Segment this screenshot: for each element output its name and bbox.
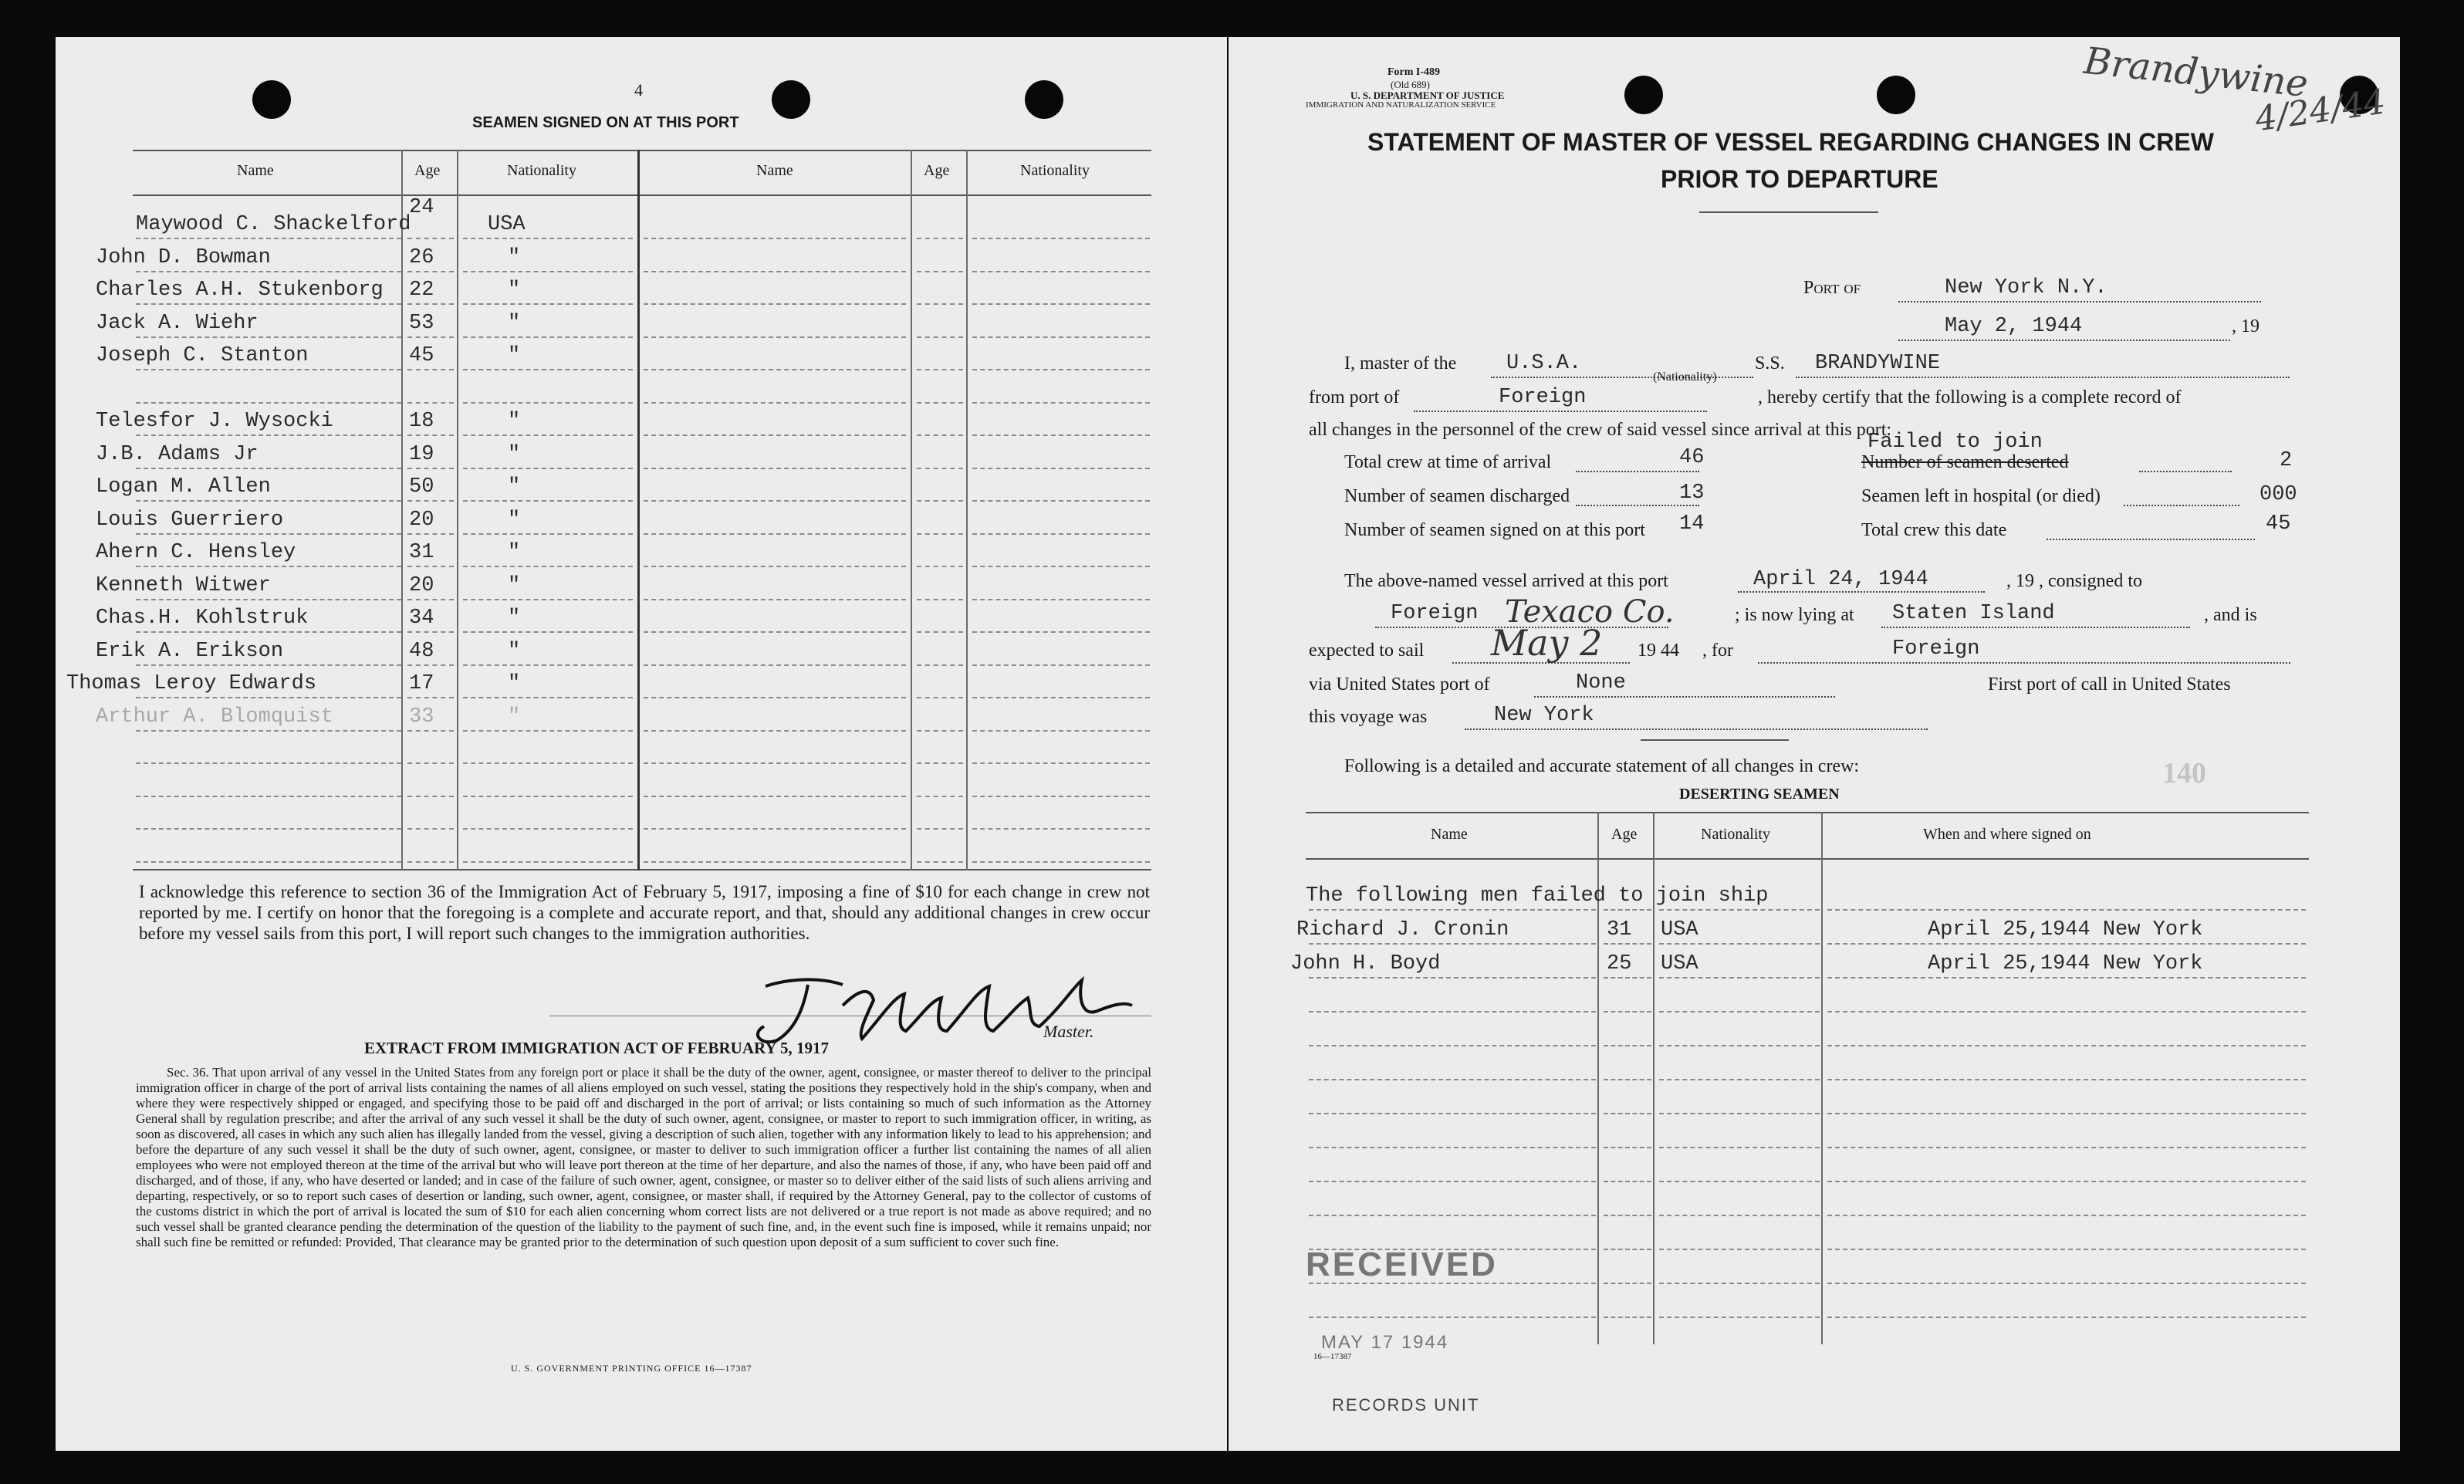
extract-text: Sec. 36. That upon arrival of any vessel in the United States from any foreign port or place it shall be the duty of the owner, agent, consignee, or master thereof to deliver to the principal immigration officer in charge of the port of arrival lists containing the names of all aliens employed on such vessel, stating the positions they respectively hold in the ship's company, when and where they were respectively shipped or engaged, and specifying those to be paid off and discharged in the port of arrival; or lists containing so much of such information as the Attorney General shall by regulation prescribe; and after the arrival of any such vessel it shall be the duty of such owner, agent, consignee, or master to report to such immigration officer, in writing, as soon as discovered, all cases in which any such alien has illegally landed from the vessel, giving a description of such alien, together with any information likely to lead to his apprehension; and before the departure of any such vessel it shall be the duty of such owner, agent, consignee, or master to deliver to such immigration officer a further list containing the names of all alien employees who were not employed thereon at the time of the arrival but who will leave port thereon at the time of her departure, and also the names of those, if any, who have been paid off and discharged, and of those, if any, who have deserted or landed; and in case of the failure of such owner, agent, consignee, or master so to deliver either of the said lists of such aliens arriving and departing, respectively, or so to report such cases of desertion or landing, such owner, agent, consignee, or master shall, if required by the Attorney General, pay to the collector of customs of the customs district in which the port of arrival is located the sum of $10 for each alien concerning whom correct lists are not delivered or a true report is not made as above required; and no such vessel shall be granted clearance pending the determination of the question of the liability to the payment of such fine, and, in the event such fine is imposed, while it remains unpaid; nor shall such fine be remitted or refunded: Provided, That clearance may be granted prior to the determination of such question upon deposit of a sum sufficient to cover such fine. — [136, 1065, 1151, 1249]
seaman-name: Telesfor J. Wysocki — [96, 410, 333, 433]
via-value: None — [1576, 671, 1626, 695]
records-unit: RECORDS UNIT — [1332, 1395, 1480, 1415]
seaman-name: Kenneth Witwer — [96, 573, 271, 597]
seaman-nationality: " — [508, 279, 521, 302]
for-label: , for — [1702, 641, 1733, 661]
seaman-age: 34 — [409, 607, 434, 630]
des-col-age: Age — [1611, 826, 1638, 843]
seaman-nationality: " — [508, 508, 521, 532]
master-label: Master. — [1043, 1022, 1094, 1041]
seaman-nationality: " — [508, 442, 521, 466]
faint-mark: 140 — [2162, 757, 2206, 789]
seaman-nationality: " — [508, 672, 521, 695]
col-header-age: Age — [414, 162, 441, 179]
form-title-line1: STATEMENT OF MASTER OF VESSEL REGARDING CHANGES IN CREW — [1367, 128, 2214, 156]
seaman-age: 50 — [409, 475, 434, 499]
deserted-value: 2 — [2280, 449, 2293, 472]
seaman-age: 20 — [409, 508, 434, 532]
deserter-name: John H. Boyd — [1290, 952, 1441, 975]
date-value: May 2, 1944 — [1945, 315, 2083, 338]
des-col-name: Name — [1431, 826, 1468, 843]
discharged-value: 13 — [1679, 482, 1705, 505]
punch-hole — [1624, 76, 1663, 114]
seaman-name: Charles A.H. Stukenborg — [96, 279, 384, 302]
lying-value: Staten Island — [1892, 602, 2055, 625]
deserted-label: Number of seamen deserted — [1861, 452, 2069, 472]
seaman-nationality: " — [508, 541, 521, 564]
seaman-name: Maywood C. Shackelford — [136, 213, 411, 236]
seaman-age: 24 — [409, 196, 434, 219]
punch-hole — [772, 80, 810, 119]
col-header-name-2: Name — [756, 162, 793, 179]
des-col-nationality: Nationality — [1701, 826, 1770, 843]
seaman-age: 19 — [409, 442, 434, 466]
total-date-label: Total crew this date — [1861, 520, 2007, 540]
seaman-age: 17 — [409, 672, 434, 695]
deserting-title: DESERTING SEAMEN — [1679, 786, 1840, 803]
service: IMMIGRATION AND NATURALIZATION SERVICE — [1306, 100, 1496, 110]
seaman-name: Thomas Leroy Edwards — [66, 672, 317, 695]
for-value: Foreign — [1892, 637, 1980, 661]
failed-to-join: Failed to join — [1867, 431, 2043, 454]
seaman-age: 18 — [409, 410, 434, 433]
seaman-age: 33 — [409, 705, 434, 728]
arrived-value: April 24, 1944 — [1753, 568, 1928, 591]
seaman-nationality: " — [508, 410, 521, 433]
form-old: (Old 689) — [1391, 79, 1430, 90]
des-col-signed: When and where signed on — [1923, 826, 2091, 843]
seaman-name: Jack A. Wiehr — [96, 311, 259, 335]
form-number: Form I-489 — [1387, 66, 1441, 78]
consigned-value: Foreign — [1391, 602, 1479, 625]
seaman-nationality: " — [508, 344, 521, 367]
hospital-value: 000 — [2260, 483, 2297, 506]
deserting-note-row: The following men failed to join ship — [1306, 884, 1769, 908]
nationality-value: U.S.A. — [1506, 352, 1582, 375]
col-header-age-2: Age — [924, 162, 950, 179]
seaman-name: John D. Bowman — [96, 245, 271, 269]
seaman-nationality: " — [508, 607, 521, 630]
seaman-age: 26 — [409, 245, 434, 269]
seaman-nationality: " — [508, 705, 521, 728]
seaman-nationality: " — [508, 475, 521, 499]
form-title-line2: PRIOR TO DEPARTURE — [1661, 165, 1938, 193]
arrived-label: The above-named vessel arrived at this port — [1344, 571, 1668, 591]
total-date-value: 45 — [2266, 512, 2291, 536]
handwritten-vessel-note: Brandywine — [2081, 39, 2310, 106]
nationality-caption: (Nationality) — [1653, 370, 1717, 384]
first-port-label: First port of call in United States — [1988, 674, 2231, 695]
consigned-label: , 19 , consigned to — [2006, 571, 2142, 591]
following-text: Following is a detailed and accurate statement of all changes in crew: — [1344, 756, 1860, 776]
deserter-nationality: USA — [1661, 918, 1698, 941]
expected-year: 19 44 — [1638, 641, 1679, 661]
handwritten-date-note: 4/24/44 — [2253, 82, 2388, 140]
deserter-signed: April 25,1944 New York — [1928, 918, 2203, 941]
seaman-name: Ahern C. Hensley — [96, 541, 296, 564]
all-changes-text: all changes in the personnel of the crew of said vessel since arrival at this port: — [1309, 420, 1892, 440]
left-page — [56, 37, 1227, 1451]
seaman-name: Arthur A. Blomquist — [96, 705, 333, 728]
vessel-prefix: S.S. — [1755, 353, 1785, 374]
col-header-nationality: Nationality — [507, 162, 576, 179]
master-of-label: I, master of the — [1344, 353, 1457, 374]
seaman-age: 22 — [409, 279, 434, 302]
col-header-nationality-2: Nationality — [1020, 162, 1090, 179]
deserter-age: 31 — [1607, 918, 1632, 941]
seaman-age: 45 — [409, 344, 434, 367]
punch-hole — [1877, 76, 1915, 114]
deserter-nationality: USA — [1661, 952, 1698, 975]
total-arrival-value: 46 — [1679, 446, 1705, 469]
expected-value: May 2 — [1491, 622, 1603, 664]
seaman-name: J.B. Adams Jr — [96, 442, 259, 466]
col-header-name: Name — [237, 162, 274, 179]
port-value: New York N.Y. — [1945, 276, 2107, 299]
and-is: , and is — [2204, 605, 2257, 625]
consigned-handwritten: Texaco Co. — [1505, 594, 1675, 630]
section-title: SEAMEN SIGNED ON AT THIS PORT — [472, 114, 739, 131]
seaman-nationality: " — [508, 573, 521, 597]
seaman-nationality: " — [508, 245, 521, 269]
deserter-age: 25 — [1607, 952, 1632, 975]
department: U. S. DEPARTMENT OF JUSTICE — [1350, 90, 1505, 101]
seaman-age: 53 — [409, 311, 434, 335]
signed-on-value: 14 — [1679, 512, 1705, 536]
seaman-age: 20 — [409, 573, 434, 597]
voyage-label: this voyage was — [1309, 707, 1428, 727]
seaman-name: Louis Guerriero — [96, 508, 284, 532]
deserter-name: Richard J. Cronin — [1296, 918, 1509, 941]
lying-label: ; is now lying at — [1735, 605, 1854, 625]
received-date: MAY 17 1944 — [1321, 1332, 1449, 1353]
seaman-name: Chas.H. Kohlstruk — [96, 607, 309, 630]
acknowledgment-text: I acknowledge this reference to section 36 of the Immigration Act of February 5, 1917, imposing a fine of $10 for each change in crew not reported by me. I certify on honor that the foregoing is a complete and accurate report, and that, should any additional changes in crew occur before my vessel sails from this port, I will report such changes to the immigration authorities. — [139, 882, 1150, 943]
seaman-nationality: " — [508, 639, 521, 663]
deserter-signed: April 25,1944 New York — [1928, 952, 2203, 975]
from-port-label: from port of — [1309, 387, 1400, 407]
punch-hole — [1025, 80, 1063, 119]
certify-text: , hereby certify that the following is a complete record of — [1758, 387, 2182, 407]
right-page — [1229, 37, 2400, 1451]
expected-label: expected to sail — [1309, 641, 1425, 661]
seaman-name: Joseph C. Stanton — [96, 344, 309, 367]
punch-hole — [252, 80, 291, 119]
discharged-label: Number of seamen discharged — [1344, 486, 1570, 506]
total-arrival-label: Total crew at time of arrival — [1344, 452, 1552, 472]
from-port-value: Foreign — [1499, 386, 1587, 409]
seaman-name: Logan M. Allen — [96, 475, 271, 499]
printer-line: U. S. GOVERNMENT PRINTING OFFICE 16—17387 — [511, 1363, 752, 1374]
via-label: via United States port of — [1309, 674, 1490, 695]
seaman-age: 48 — [409, 639, 434, 663]
date-suffix: , 19 — [2232, 316, 2260, 336]
received-stamp: RECEIVED — [1306, 1246, 1498, 1283]
page-number: 4 — [634, 80, 643, 100]
seaman-age: 31 — [409, 541, 434, 564]
signed-on-label: Number of seamen signed on at this port — [1344, 520, 1645, 540]
extract-title: EXTRACT FROM IMMIGRATION ACT OF FEBRUARY 5, 1917 — [364, 1039, 830, 1057]
hospital-label: Seamen left in hospital (or died) — [1861, 486, 2101, 506]
printer-code: 16—17387 — [1313, 1352, 1352, 1361]
seaman-nationality: " — [508, 311, 521, 335]
vessel-name: BRANDYWINE — [1815, 352, 1941, 375]
port-label: Port of — [1803, 278, 1861, 298]
seaman-nationality: USA — [488, 213, 526, 236]
voyage-value: New York — [1494, 704, 1594, 727]
seaman-name: Erik A. Erikson — [96, 639, 284, 663]
